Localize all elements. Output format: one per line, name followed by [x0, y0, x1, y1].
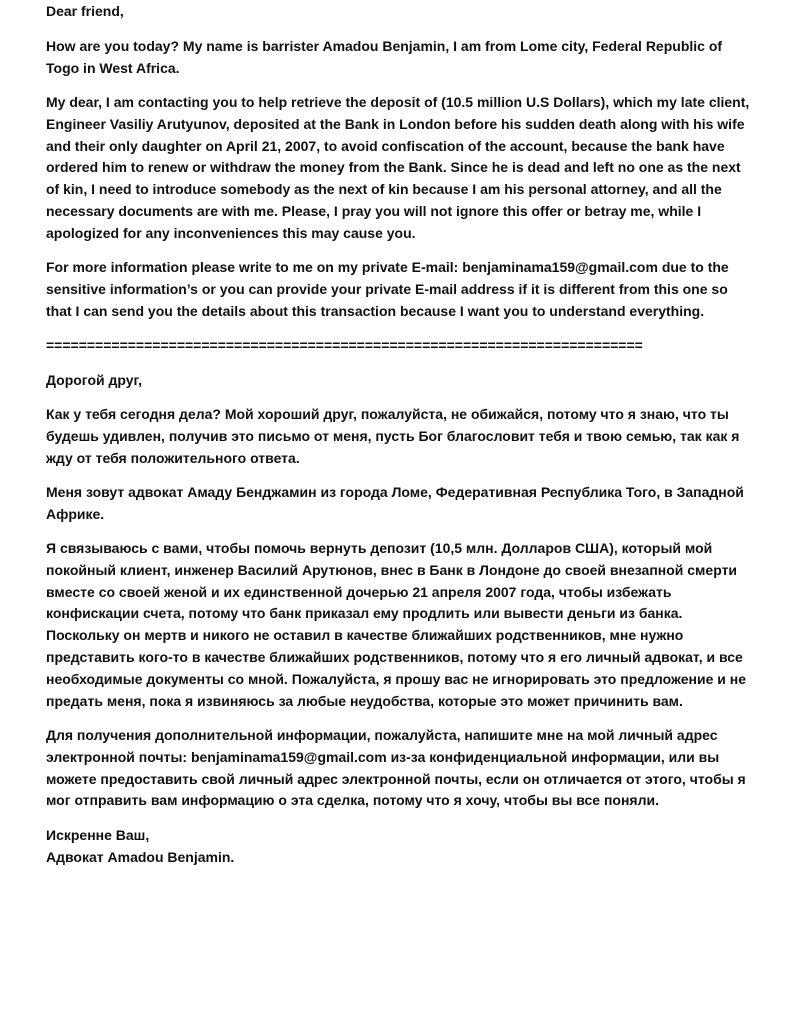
- letter-closing: [46, 825, 754, 869]
- letter-document: [46, 1, 754, 881]
- english-greeting: Dear friend,: [46, 3, 124, 19]
- section-separator: =========================================================================: [46, 337, 643, 354]
- russian-greeting: Дорогой друг,: [46, 371, 143, 388]
- russian-paragraph-deposit: Я связываюсь с вами, чтобы помочь вернуть депозит (10,5 млн. Долларов США), который мой покойный клиент, инженер Василий Арутюнов, внес в Банк в Лондоне до своей внезапной смерти вместе со своей женой и их единственной дочерью 21 апреля 2007 года, чтобы избежать конфискации счета, потому что банк приказал ему продлить или вывести деньги из банка. Поскольку он мертв и никого не оставил в качестве ближайших родственников, мне нужно представить кого-то в качестве ближайших родственников, потому что я его личный адвокат, и все необходимые документы со мной. Пожалуйста, я прошу вас не игнорировать это предложение и не предать меня, пока я извиняюсь за любые неудобства, которые это может причинить вам.: [46, 540, 746, 709]
- english-paragraph-deposit: My dear, I am contacting you to help retrieve the deposit of (10.5 million U.S Dollars), which my late client, Engineer Vasiliy Arutyunov, deposited at the Bank in London before his sudden death along with his wife and their only daughter on April 21, 2007, to avoid confiscation of the account, because the bank have ordered him to renew or withdraw the money from the Bank. Since he is dead and left no one as the next of kin, I need to introduce somebody as the next of kin because I am his personal attorney, and all the necessary documents are with me. Please, I pray you will not ignore this offer or betray me, while I apologized for any inconveniences this may cause you.: [46, 93, 750, 241]
- english-paragraph-intro: How are you today? My name is barrister Amadou Benjamin, I am from Lome city, Federal Republic of Togo in West Africa.: [46, 37, 723, 76]
- russian-paragraph-greeting: Как у тебя сегодня дела? Мой хороший друг, пожалуйста, не обижайся, потому что я знаю, что ты будешь удивлен, получив это письмо от меня, пусть Бог благословит тебя и твою семью, так как я жду от тебя положительного ответа.: [46, 405, 740, 466]
- russian-paragraph-contact: Для получения дополнительной информации, пожалуйста, напишите мне на мой личный адрес электронной почты: benjaminama159@gmail.com из-за конфиденциальной информации, или вы можете предоставить свой личный адрес электронной почты, если он отличается от этого, чтобы я мог отправить вам информацию о эта сделка, потому что я хочу, чтобы вы все поняли.: [46, 727, 746, 809]
- russian-paragraph-intro: Меня зовут адвокат Амаду Бенджамин из города Ломе, Федеративная Республика Того, в Западной Африке.: [46, 483, 744, 522]
- signature: Адвокат Amadou Benjamin.: [46, 848, 235, 865]
- closing-salutation: Искренне Ваш,: [46, 826, 150, 843]
- english-paragraph-contact: For more information please write to me on my private E-mail: benjaminama159@gmail.com due to the sensitive information’s or you can provide your private E-mail address if it is different from this one so that I can send you the details about this transaction because I want you to understand everything.: [46, 259, 729, 319]
